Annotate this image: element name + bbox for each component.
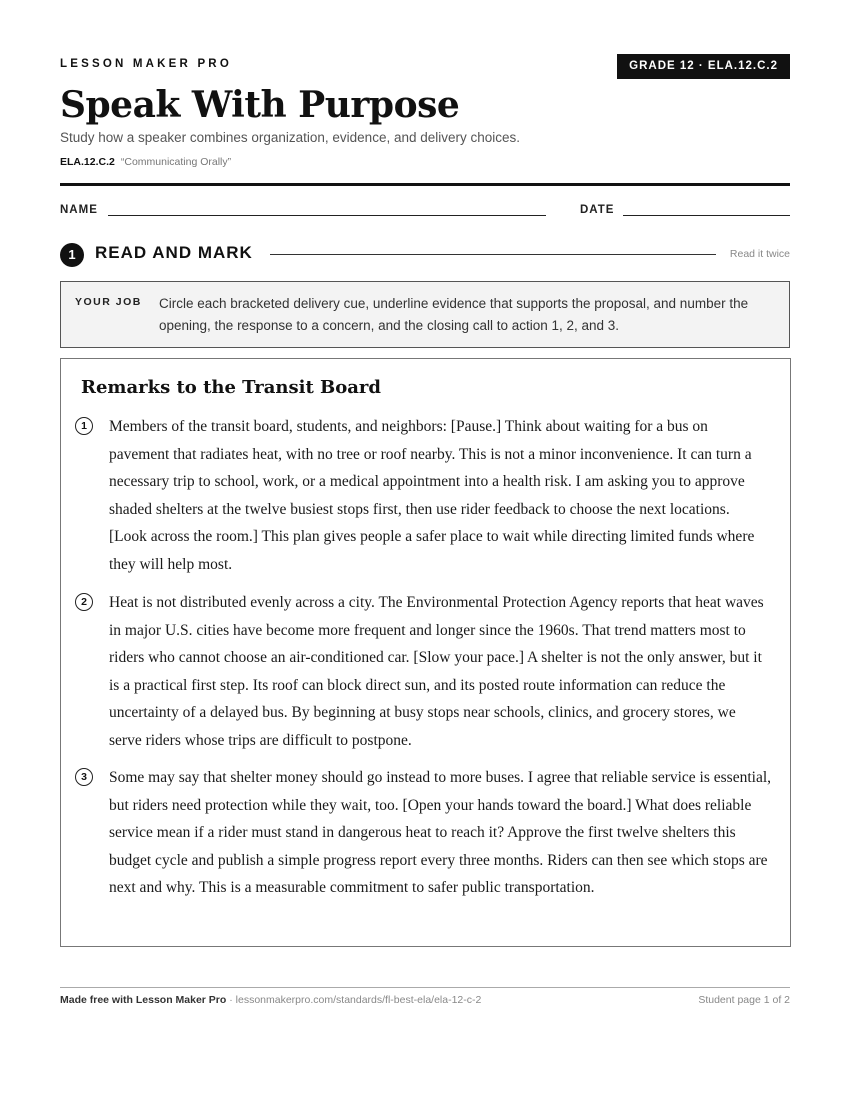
instructions-label: YOUR JOB [75,296,142,308]
header-divider [60,183,790,186]
instructions-box [60,281,790,348]
instructions-text: Circle each bracketed delivery cue, underline evidence that supports the proposal, and number the opening, the response to a concern, and the closing call to action 1, 2, and 3. [159,296,749,333]
speech-title: Remarks to the Transit Board [81,377,382,398]
standard-code: ELA.12.C.2 [60,156,115,168]
grade-badge: GRADE 12 · ELA.12.C.2 [617,54,790,79]
speech-passage [60,358,791,947]
standard-line [60,156,231,168]
paragraph-text: Members of the transit board, students, and neighbors: [Pause.] Think about waiting for a bus on pavement that radiates heat, with no tree or roof nearby. This is not a minor inconvenience. It can turn a necessary trip to school, work, or a medical appointment into a health risk. I am asking you to approve shaded shelters at the twelve busiest stops first, then use rider feedback to choose the next locations. [Look across the room.] This plan gives people a safer place to wait while directing limited funds where they will help most. [109,418,755,573]
page-subtitle: Study how a speaker combines organization, evidence, and delivery choices. [60,130,521,145]
footer-credit [60,994,481,1006]
footer-made-with: Made free with Lesson Maker Pro [60,994,227,1006]
section-divider [270,254,716,255]
paragraph-number: 1 [75,417,93,435]
footer-url[interactable]: lessonmakerpro.com/standards/fl-best-ela/ela-12-c-2 [235,994,482,1006]
section-number-badge: 1 [60,243,84,267]
paragraph-number: 3 [75,768,93,786]
date-label: DATE [580,204,615,216]
brand-name: LESSON MAKER PRO [60,58,232,70]
paragraph-text: Some may say that shelter money should go instead to more buses. I agree that reliable service is essential, but riders need protection while they wait, too. [Open your hands toward the board.] What does reliable service mean if a rider must stand in dangerous heat to reach it? Approve the first twelve shelters this budget cycle and publish a simple progress report every three months. Riders can then see which stops are next and why. This is a measurable commitment to safer public transportation. [109,769,772,896]
footer-separator: · [226,994,236,1006]
section-title: READ AND MARK [95,243,253,262]
section-note: Read it twice [729,248,790,260]
name-label: NAME [60,204,98,216]
standard-name: “Communicating Orally” [120,156,232,168]
page-indicator: Student page 1 of 2 [698,994,790,1006]
paragraph-number: 2 [75,593,93,611]
paragraph-text: Heat is not distributed evenly across a city. The Environmental Protection Agency reports that heat waves in major U.S. cities have become more frequent and longer since the 1960s. That trend matters most to riders who cannot choose an air-conditioned car. [Slow your pace.] A shelter is not the only answer, but it is a practical first step. Its roof can block direct sun, and its posted route information can reduce the uncertainty of a delayed bus. By beginning at busy stops near schools, clinics, and grocery stores, we serve riders whose trips are difficult to postpone. [109,594,764,749]
footer-divider [60,987,790,988]
date-field[interactable] [623,215,790,216]
page-title: Speak With Purpose [60,84,460,126]
name-field[interactable] [108,215,546,216]
